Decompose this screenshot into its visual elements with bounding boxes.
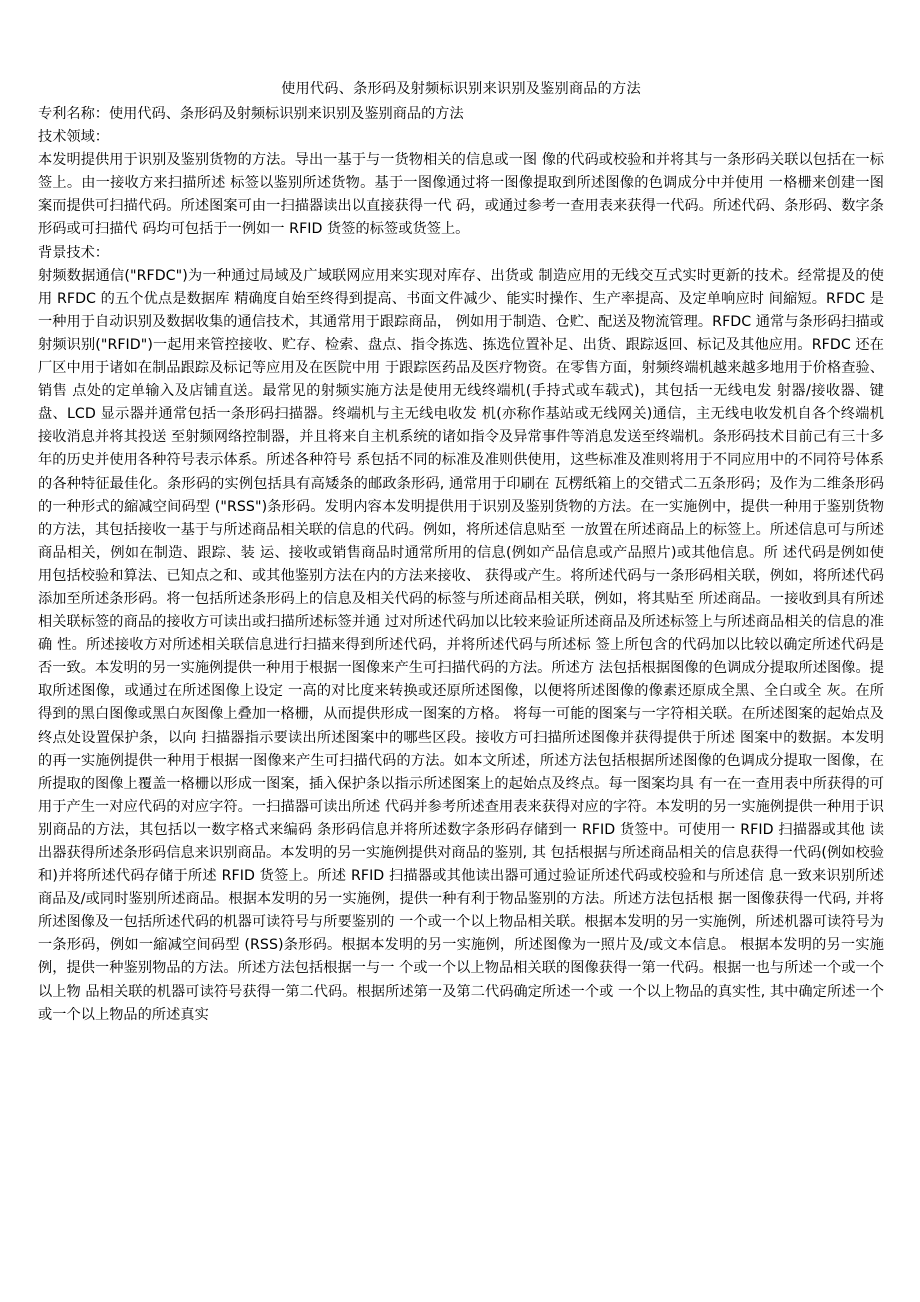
paragraph-background: 射频数据通信("RFDC")为一种通过局域及广域联网应用来实现对库存、出货或 制造应用的无线交互式实时更新的技术。经常提及的使用 RFDC 的五个优点是数据库 精确度自始至终得到提高、书面文件减少、能实时操作、生产率提高、及定单响应时 间縮短。RFDC 是一种用于自动识别及数据收集的通信技术，其通常用于跟踪商品， 例如用于制造、仓贮、配送及物流管理。RFDC 通常与条形码扫描或射频识别("RFID")一起用来管控接收、贮存、检索、盘点、指令拣选、拣选位置补足、出货、跟踪返回、标记及其他应用。RFDC 还在厂区中用于诸如在制品跟踪及标记等应用及在医院中用 于跟踪医药品及医疗物资。在零售方面，射频终端机越来越多地用于价格查验、销售 点处的定单输入及店铺直送。最常见的射频实施方法是使用无线终端机(手持式或车载式)，其包括一无线电发 射器/接收器、键盘、LCD 显示器并通常包括一条形码扫描器。终端机与主无线电收发 机(亦称作基站或无线网关)通信，主无线电收发机自各个终端机接收消息并将其投送 至射频网络控制器，并且将来自主机系统的诸如指令及异常事件等消息发送至终端机。条形码技术目前己有三十多年的历史并使用各种符号表示体系。所述各种符号 系包括不同的标准及准则供使用，这些标准及准则将用于不同应用中的不同符号体系 的各种特征最佳化。条形码的实例包括具有高矮条的邮政条形码, 通常用于印刷在 瓦楞纸箱上的交错式二五条形码；及作为二维条形码的一种形式的縮减空间码型 ("RSS")条形码。发明内容本发明提供用于识别及鉴别货物的方法。在一实施例中，提供一种用于鉴别货物 的方法，其包括接收一基于与所述商品相关联的信息的代码。例如，将所述信息贴至 一放置在所述商品上的标签上。所述信息可与所述商品相关，例如在制造、跟踪、装 运、接收或销售商品时通常所用的信息(例如产品信息或产品照片)或其他信息。所 述代码是例如使用包括校验和算法、已知点之和、或其他鉴别方法在内的方法来接收、 获得或产生。将所述代码与一条形码相关联，例如，将所述代码添加至所述条形码。将一包括所述条形码上的信息及相关代码的标签与所述商品相关联，例如，将其贴至 所述商品。一接收到具有所述相关联标签的商品的接收方可读出或扫描所述标签并通 过对所述代码加以比较来验证所述商品及所述标签上与所述商品相关的信息的准确 性。所述接收方对所述相关联信息进行扫描来得到所述代码，并将所述代码与所述标 签上所包含的代码加以比较以确定所述代码是否一致。本发明的另一实施例提供一种用于根据一图像来产生可扫描代码的方法。所述方 法包括根据图像的色调成分提取所述图像。提取所述图像，或通过在所述图像上设定 一高的对比度来转换或还原所述图像，以便将所述图像的像素还原成全黑、全白或全 灰。在所得到的黑白图像或黑白灰图像上叠加一格栅，从而提供形成一图案的方格。 将每一可能的图案与一字符相关联。在所述图案的起始点及终点处设置保护条，以向 扫描器指示要读出所述图案中的哪些区段。接收方可扫描所述图像并获得提供于所述 图案中的数据。本发明的再一实施例提供一种用于根据一图像来产生可扫描代码的方法。如本文所述，所述方法包括根据所述图像的色调成分提取一图像，在所提取的图像上覆盖一格栅以形成一图案，插入保护条以指示所述图案上的起始点及终点。每一图案均具 有一在一查用表中所获得的可用于产生一对应代码的对应字符。一扫描器可读出所述 代码并参考所述查用表来获得对应的字符。本发明的另一实施例提供一种用于识别商品的方法，其包括以一数字格式来编码 条形码信息并将所述数字条形码存储到一 RFID 货签中。可使用一 RFID 扫描器或其他 读出器获得所述条形码信息来识别商品。本发明的另一实施例提供对商品的鉴别, 其 包括根据与所述商品相关的信息获得一代码(例如校验和)并将所述代码存储于所述 RFID 货签上。所述 RFID 扫描器或其他读出器可通过验证所述代码或校验和与所述信 息一致来识别所述商品及/或同时鉴别所述商品。根据本发明的另一实施例，提供一种有利于物品鉴别的方法。所述方法包括根 据一图像获得一代码, 并将所述图像及一包括所述代码的机器可读符号与所要鉴别的 一个或一个以上物品相关联。根据本发明的另一实施例，所述机器可读符号为一条形码，例如一縮减空间码型 (RSS)条形码。根据本发明的另一实施例，所述图像为一照片及/或文本信息。 根据本发明的另一实施例，提供一种鉴别物品的方法。所述方法包括根据一与一 个或一个以上物品相关联的图像获得一第一代码。根据一也与所述一个或一个以上物 品相关联的机器可读符号获得一第二代码。根据所述第一及第二代码确定所述一个或 一个以上物品的真实性, 其中确定所述一个或一个以上物品的所述真实 xyxy=(38,267,884,1023)
page-title: 使用代码、条形码及射频标识别来识别及鉴别商品的方法 xyxy=(281,81,641,97)
paragraph-technical-field: 本发明提供用于识别及鉴别货物的方法。导出一基于与一货物相关的信息或一图 像的代码或校验和并将其与一条形码关联以包括在一标签上。由一接收方来扫描所述 标签以鉴别所述货物。基于一图像通过将一图像提取到所述图像的色调成分中并使用 一格栅来创建一图案而提供可扫描代码。所述图案可由一扫描器读出以直接获得一代 码，或通过参考一查用表来获得一代码。所述代码、条形码、数字条形码或可扫描代 码均可包括于一例如一 RFID 货签的标签或货签上。 xyxy=(38,152,884,238)
patent-name-line: 专利名称：使用代码、条形码及射频标识别来识别及鉴别商品的方法 xyxy=(38,106,464,122)
section-heading-technical-field: 技术领域： xyxy=(38,129,109,146)
document-content xyxy=(38,78,884,1027)
section-heading-background: 背景技术： xyxy=(38,244,109,261)
